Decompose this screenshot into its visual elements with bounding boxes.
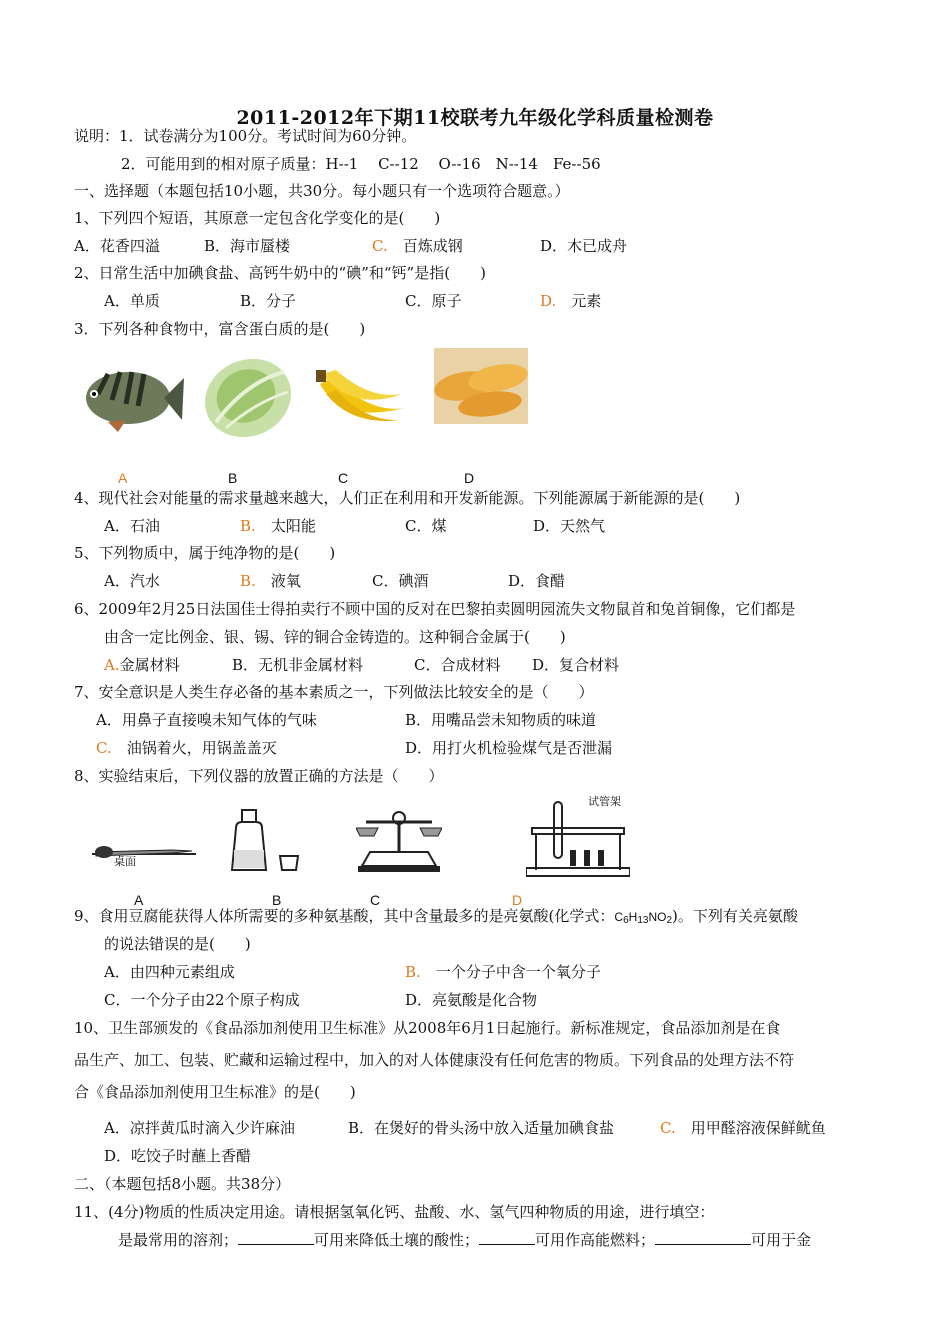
q11-part-2: 可用来降低土壤的酸性； (314, 1231, 480, 1249)
q11-stem: 11、(4分)物质的性质决定用途。请根据氢氧化钙、盐酸、水、氢气四种物质的用途，进行填空： (74, 1203, 715, 1221)
q1-option-c-text: 百炼成钢 (402, 237, 463, 255)
dropper-on-table-figure (92, 830, 196, 870)
balance-figure (356, 806, 442, 876)
q2-option-b: B．分子 (240, 292, 297, 310)
q7-answer-letter: C. (96, 739, 112, 757)
q11-part-3: 可用作高能燃料； (535, 1231, 656, 1249)
q10-option-b: B．在煲好的骨头汤中放入适量加碘食盐 (348, 1119, 615, 1137)
q5-answer-letter: B. (240, 572, 256, 590)
q3-label-c: C (338, 470, 349, 486)
q9-option-a: A．由四种元素组成 (104, 963, 235, 981)
q6-stem-line1: 6、2009年2月25日法国佳士得拍卖行不顾中国的反对在巴黎拍卖圆明园流失文物鼠首和兔首铜像，它们都是 (74, 600, 796, 618)
q9-option-d: D．亮氨酸是化合物 (405, 991, 538, 1009)
q8-rack-label: 试管架 (588, 795, 621, 808)
q4-option-d: D．天然气 (533, 517, 606, 535)
reagent-bottle-figure (228, 806, 302, 876)
q11-blank-2[interactable] (238, 1230, 314, 1245)
q6-option-a (104, 655, 180, 675)
q5-option-d: D．食醋 (508, 572, 566, 590)
q10-stem-line1: 10、卫生部颁发的《食品添加剂使用卫生标准》从2008年6月1日起施行。新标准规定，食品添加剂是在食 (74, 1019, 781, 1037)
q6-option-c: C．合成材料 (414, 656, 501, 674)
q7-option-c (96, 738, 277, 758)
q2-option-d-text: 元素 (571, 292, 602, 310)
q4-option-c: C．煤 (405, 517, 447, 535)
q9-stem-line2: 的说法错误的是( ) (104, 935, 251, 953)
q2-option-c: C．原子 (405, 292, 462, 310)
q10-stem-line3: 合《食品添加剂使用卫生标准》的是( ) (74, 1083, 356, 1101)
page-title: 2011-2012年下期11校联考九年级化学科质量检测卷 (236, 107, 714, 129)
q3-label-a: A (118, 470, 128, 486)
q7-stem: 7、安全意识是人类生存必备的基本素质之一，下列做法比较安全的是（ ） (74, 683, 594, 701)
q2-answer-letter: D. (540, 292, 557, 310)
cabbage-image (196, 352, 298, 442)
q8-stem: 8、实验结束后，下列仪器的放置正确的方法是（ ） (74, 767, 444, 785)
q1-option-c (372, 236, 463, 256)
q5-stem: 5、下列物质中，属于纯净物的是( ) (74, 544, 336, 562)
q9-option-b-text: 一个分子中含一个氧分子 (435, 963, 601, 981)
q10-stem-line2: 品生产、加工、包装、贮藏和运输过程中，加入的对人体健康没有任何危害的物质。下列食品的处理方法不符 (74, 1051, 795, 1069)
fish-image (78, 360, 186, 434)
q10-answer-letter: C. (660, 1119, 676, 1137)
q10-option-a: A．凉拌黄瓜时滴入少许麻油 (104, 1119, 295, 1137)
q1-stem: 1、下列四个短语，其原意一定包含化学变化的是( ) (74, 209, 441, 227)
q11-blank-3[interactable] (479, 1230, 535, 1245)
q3-label-b: B (228, 470, 238, 486)
q9-stem-line1 (74, 906, 798, 931)
q3-label-d: D (464, 470, 475, 486)
q4-answer-letter: B. (240, 517, 256, 535)
q10-option-c-text: 用甲醛溶液保鲜鱿鱼 (690, 1119, 826, 1137)
q2-stem: 2、日常生活中加碘食盐、高钙牛奶中的“碘”和“钙”是指( ) (74, 264, 486, 282)
q5-option-b (240, 571, 301, 591)
corn-image (434, 348, 528, 424)
q1-option-a: A．花香四溢 (74, 237, 160, 255)
q5-option-c: C．碘酒 (372, 572, 429, 590)
q9-stem-text: 9、食用豆腐能获得人体所需要的多种氨基酸，其中含量最多的是亮氨酸(化学式： (74, 907, 615, 925)
q6-answer-letter: A. (104, 656, 120, 674)
q6-option-a-text: 金属材料 (119, 656, 180, 674)
q9-option-b (405, 962, 601, 982)
q11-blank-4[interactable] (655, 1230, 751, 1245)
q11-part-4: 可用于金 (751, 1231, 812, 1249)
q7-option-a: A．用鼻子直接嗅未知气体的气味 (96, 711, 317, 729)
q6-option-b: B．无机非金属材料 (232, 656, 364, 674)
q8-table-label: 桌面 (114, 855, 136, 868)
q5-option-b-text: 液氧 (270, 572, 301, 590)
q8-label-d: D (512, 892, 523, 908)
q6-option-d: D．复合材料 (532, 656, 620, 674)
q9-option-c: C．一个分子由22个原子构成 (104, 991, 300, 1009)
q10-option-d: D．吃饺子时蘸上香醋 (104, 1147, 252, 1165)
q2-option-d (540, 291, 601, 311)
q6-stem-line2: 由含一定比例金、银、锡、锌的铜合金铸造的。这种铜合金属于( ) (104, 628, 566, 646)
q4-option-a: A．石油 (104, 517, 160, 535)
q8-label-c: C (370, 892, 381, 908)
q11-part-1: 是最常用的溶剂； (118, 1231, 239, 1249)
q9-formula: $C_6H_{13}NO_2$ (614, 910, 672, 926)
q1-option-b: B．海市蜃楼 (204, 237, 291, 255)
note-2: 2．可能用到的相对原子质量：H--1 C--12 O--16 N--14 Fe--56 (121, 155, 601, 173)
q1-option-d: D．木已成舟 (540, 237, 628, 255)
q1-answer-letter: C. (372, 237, 388, 255)
q2-option-a: A．单质 (104, 292, 160, 310)
q4-option-b (240, 516, 316, 536)
q4-option-b-text: 太阳能 (270, 517, 316, 535)
q10-option-c (660, 1118, 826, 1138)
banana-image (312, 364, 408, 426)
section-2-heading: 二、（本题包括8小题。共38分） (74, 1175, 291, 1193)
q8-label-b: B (272, 892, 282, 908)
q8-label-a: A (134, 892, 144, 908)
note-1: 说明：1．试卷满分为100分。考试时间为60分钟。 (74, 127, 417, 145)
q7-option-c-text: 油锅着火，用锅盖盖灭 (126, 739, 277, 757)
q11-fill-line (118, 1230, 811, 1250)
section-1-heading: 一、选择题（本题包括10小题，共30分。每小题只有一个选项符合题意。） (74, 182, 570, 200)
q7-option-b: B．用嘴品尝未知物质的味道 (405, 711, 597, 729)
q9-stem-end: )。下列有关亮氨酸 (672, 907, 798, 925)
q4-stem: 4、现代社会对能量的需求量越来越大，人们正在利用和开发新能源。下列能源属于新能源的是( ) (74, 489, 741, 507)
q3-stem: 3．下列各种食物中，富含蛋白质的是( ) (74, 320, 366, 338)
q9-answer-letter: B. (405, 963, 421, 981)
q5-option-a: A．汽水 (104, 572, 160, 590)
q7-option-d: D．用打火机检验煤气是否泄漏 (405, 739, 613, 757)
